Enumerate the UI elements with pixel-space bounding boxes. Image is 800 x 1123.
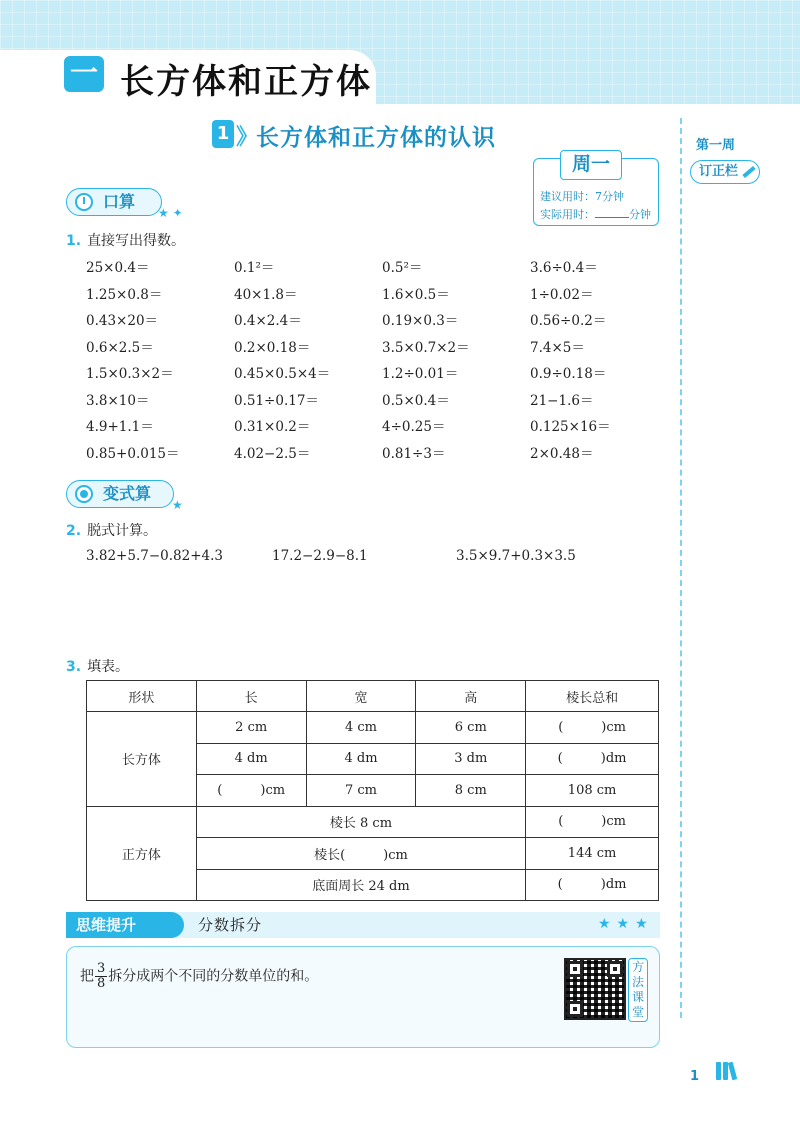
- table-cell: 4 dm: [306, 743, 416, 775]
- chevron-right-icon: 》: [236, 125, 259, 150]
- q2-item: 3.5×9.7+0.3×3.5: [456, 548, 576, 564]
- unit-text: cm: [388, 847, 408, 863]
- cuboid-label: 长方体: [87, 712, 197, 807]
- table-cell: 棱长 8 cm: [196, 806, 525, 838]
- page-number: [690, 1062, 737, 1084]
- table-header: 形状: [87, 681, 197, 712]
- q1-item: 1.25×0.8＝: [86, 286, 163, 303]
- q1-text: 直接写出得数。: [87, 233, 186, 249]
- q3-number: 3.: [66, 659, 82, 675]
- q1-item: 1÷0.02＝: [530, 286, 594, 303]
- suggested-time: 建议用时：7分钟: [540, 190, 624, 203]
- table-cell: 3 dm: [416, 743, 526, 775]
- thinking-label: 思维提升: [66, 912, 184, 938]
- unit-text: cm: [265, 782, 286, 798]
- q1-item: 0.4×2.4＝: [234, 313, 302, 329]
- q2-item: 17.2−2.9−8.1: [272, 548, 368, 564]
- q1-item: 4.9+1.1＝: [86, 419, 154, 435]
- fill-table: [86, 680, 659, 901]
- lesson-title: 长方体和正方体的认识: [256, 125, 496, 151]
- answer-cell[interactable]: ( )dm: [526, 743, 659, 775]
- table-cell: 144 cm: [526, 838, 659, 870]
- q2-item: 3.82+5.7−0.82+4.3: [86, 548, 223, 564]
- week-label: 第一周: [696, 138, 736, 153]
- thinking-question: [80, 962, 318, 991]
- table-row: [87, 712, 659, 744]
- table-header: 高: [416, 681, 526, 712]
- unit-number: 一: [64, 56, 104, 92]
- margin-dashed-line: [680, 118, 682, 1018]
- q1-item: 4.02−2.5＝: [234, 445, 311, 462]
- unit-text: dm: [605, 877, 627, 893]
- q1-item: 40×1.8＝: [234, 286, 298, 303]
- section-oral-pill: [66, 188, 162, 216]
- actual-time-blank[interactable]: [595, 208, 629, 218]
- books-icon: [716, 1069, 737, 1084]
- thinking-subtitle: 分数拆分: [198, 916, 263, 934]
- answer-cell[interactable]: ( )cm: [526, 806, 659, 838]
- table-cell: 8 cm: [416, 775, 526, 807]
- table-cell: 2 cm: [196, 712, 306, 744]
- q1-item: 0.19×0.3＝: [382, 313, 459, 329]
- answer-cell[interactable]: ( )cm: [196, 775, 306, 807]
- table-cell: 底面周长 24 dm: [196, 869, 525, 901]
- table-cell: 7 cm: [306, 775, 416, 807]
- fraction-denominator: 8: [97, 976, 106, 991]
- q2-prompt: [66, 520, 157, 540]
- q3-text: 填表。: [87, 659, 130, 675]
- q1-item: 3.5×0.7×2＝: [382, 339, 470, 356]
- q1-item: 4÷0.25＝: [382, 419, 446, 435]
- answer-cell[interactable]: ( )cm: [526, 712, 659, 744]
- q1-item: 2×0.48＝: [530, 445, 594, 462]
- q1-item: 0.9÷0.18＝: [530, 366, 607, 382]
- q1-item: 0.31×0.2＝: [234, 419, 311, 435]
- q1-item: 0.51÷0.17＝: [234, 392, 319, 409]
- star-icon: ★★★: [598, 916, 654, 932]
- pencil-icon: [742, 165, 755, 177]
- table-cell: 108 cm: [526, 775, 659, 807]
- method-char: 课: [631, 990, 644, 1004]
- answer-cell[interactable]: ( )dm: [526, 869, 659, 901]
- method-char: 堂: [631, 1005, 644, 1019]
- table-row: [87, 806, 659, 838]
- lesson-number: 1: [212, 120, 234, 148]
- table-cell: 6 cm: [416, 712, 526, 744]
- q1-item: 0.125×16＝: [530, 419, 611, 435]
- method-char: 法: [631, 975, 644, 989]
- q1-item: 0.43×20＝: [86, 313, 159, 329]
- method-class-label: [628, 958, 648, 1022]
- qr-corner: [607, 961, 623, 977]
- q1-item: 21−1.6＝: [530, 392, 594, 409]
- fraction: [95, 962, 107, 991]
- q1-item: 1.2÷0.01＝: [382, 366, 459, 382]
- table-header: 长: [196, 681, 306, 712]
- answer-cell[interactable]: 棱长( )cm: [196, 838, 525, 870]
- q1-item: 1.5×0.3×2＝: [86, 366, 174, 382]
- cube-label: 正方体: [87, 806, 197, 901]
- q1-item: 0.85+0.015＝: [86, 445, 180, 462]
- q1-item: 7.4×5＝: [530, 339, 585, 356]
- q1-item: 0.6×2.5＝: [86, 339, 154, 356]
- question-suffix: 拆分成两个不同的分数单位的和。: [108, 968, 319, 985]
- qr-corner: [567, 961, 583, 977]
- q1-prompt: [66, 230, 185, 250]
- fraction-numerator: 3: [97, 961, 106, 976]
- q1-item: 0.56÷0.2＝: [530, 313, 607, 329]
- q1-item: 1.6×0.5＝: [382, 286, 450, 303]
- q3-prompt: [66, 656, 129, 676]
- unit-text: dm: [605, 751, 627, 767]
- section-oral-label: 口算: [103, 192, 136, 211]
- page-number-text: 1: [690, 1069, 700, 1084]
- q1-item: 3.6÷0.4＝: [530, 260, 598, 276]
- table-header-row: [87, 681, 659, 712]
- edge-prefix: 棱长: [314, 847, 341, 863]
- section-variant-label: 变式算: [103, 484, 152, 503]
- actual-time-prefix: 实际用时：: [540, 208, 595, 221]
- actual-time: [540, 206, 651, 222]
- q1-item: 0.1²＝: [234, 260, 275, 276]
- correction-column-tag: [690, 160, 760, 184]
- actual-time-suffix: 分钟: [629, 208, 651, 221]
- day-label: 周一: [560, 150, 622, 180]
- unit-text: cm: [606, 719, 626, 735]
- q1-item: 0.81÷3＝: [382, 445, 446, 462]
- q2-text: 脱式计算。: [87, 523, 158, 539]
- table-cell: 4 dm: [196, 743, 306, 775]
- qr-code-icon[interactable]: [564, 958, 626, 1020]
- unit-title: 长方体和正方体: [120, 62, 372, 102]
- question-prefix: 把: [80, 968, 94, 985]
- q1-item: 0.2×0.18＝: [234, 339, 311, 356]
- target-icon: [75, 485, 93, 503]
- star-icon: ★: [172, 498, 183, 512]
- star-icon: ★ ✦: [158, 206, 183, 220]
- q1-number: 1.: [66, 233, 82, 249]
- q1-item: 0.5²＝: [382, 260, 423, 276]
- method-char: 方: [631, 960, 644, 974]
- q1-item: 25×0.4＝: [86, 260, 150, 276]
- table-cell: 4 cm: [306, 712, 416, 744]
- qr-corner: [567, 1001, 583, 1017]
- q2-number: 2.: [66, 523, 82, 539]
- table-header: 棱长总和: [526, 681, 659, 712]
- table-header: 宽: [306, 681, 416, 712]
- q1-item: 0.45×0.5×4＝: [234, 366, 331, 382]
- q1-item: 3.8×10＝: [86, 392, 150, 409]
- section-variant-pill: [66, 480, 174, 508]
- q1-item: 0.5×0.4＝: [382, 392, 450, 409]
- correction-label: 订正栏: [699, 164, 739, 179]
- stopwatch-icon: [75, 193, 93, 211]
- unit-text: cm: [606, 814, 626, 830]
